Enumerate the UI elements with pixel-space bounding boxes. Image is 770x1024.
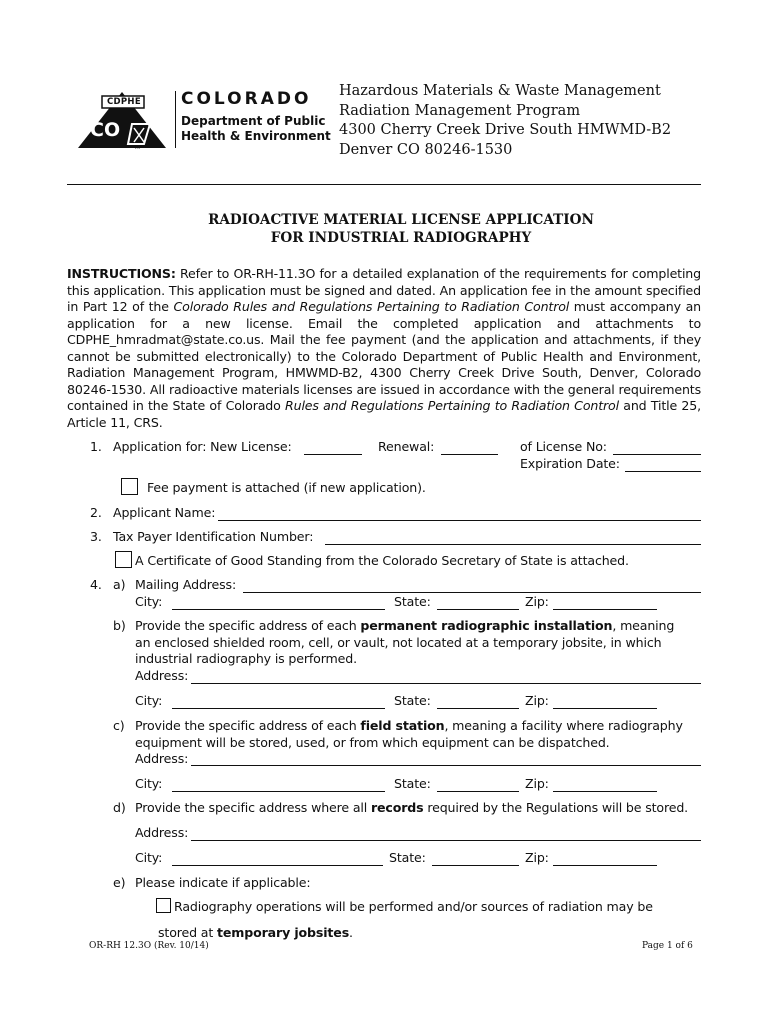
item-4c-letter: c) [113,718,125,733]
form-title-line-1: RADIOACTIVE MATERIAL LICENSE APPLICATION [208,212,594,228]
item-4b-text-2: , meaning an enclosed shielded room, cell, or vault, not located at a temporary jobsite, in which industrial radiography is performed. [135,618,675,666]
new-license-field[interactable] [304,454,362,455]
records-city-label: City: [135,850,163,865]
records-state-label: State: [389,850,426,865]
item-4b-bold: permanent radiographic installation [360,618,613,633]
mailing-address-field[interactable] [243,592,701,593]
license-no-label: of License No: [520,439,607,454]
item-4d-bold: records [370,800,424,815]
item-1-number: 1. [90,439,102,454]
footer-form-id: OR-RH 12.3O (Rev. 10/14) [89,941,209,951]
field-station-state-field[interactable] [437,791,519,792]
header-line-4: Denver CO 80246-1530 [339,141,513,158]
temporary-jobsites-bold: temporary jobsites [217,925,350,940]
logo-dept-line1: Department of Public [181,114,326,128]
item-4b-text [135,618,680,668]
instructions-paragraph [67,266,701,431]
fee-payment-label: Fee payment is attached (if new application). [147,480,426,495]
item-4d-text-1: Provide the specific address where all [135,800,371,815]
form-title [67,211,735,247]
mailing-zip-field[interactable] [553,609,657,610]
temporary-jobsites-label: Radiography operations will be performed and/or sources of radiation may be [174,899,653,914]
cdphe-logo [76,88,168,152]
logo-co-text: CO [90,119,121,141]
instructions-text-3: and Title 25, Article 11, CRS. [67,398,701,430]
header-line-3: 4300 Cherry Creek Drive South HMWMD-B2 [339,122,672,138]
renewal-label: Renewal: [378,439,435,454]
permanent-state-field[interactable] [437,708,519,709]
field-station-city-label: City: [135,776,163,791]
mailing-city-label: City: [135,594,163,609]
form-title-line-2: FOR INDUSTRIAL RADIOGRAPHY [270,230,532,246]
mailing-state-label: State: [394,594,431,609]
records-city-field[interactable] [172,865,383,866]
renewal-field[interactable] [441,454,498,455]
permanent-city-label: City: [135,693,163,708]
item-2-number: 2. [90,505,102,520]
field-station-zip-field[interactable] [553,791,657,792]
item-4d-letter: d) [113,800,126,815]
temporary-jobsites-text: stored at [158,925,218,940]
expiration-label: Expiration Date: [520,456,620,471]
item-4b-letter: b) [113,618,126,633]
permanent-address-label: Address: [135,668,189,683]
temporary-jobsites-end: . [349,925,353,940]
field-station-address-field[interactable] [191,765,701,766]
field-station-address-label: Address: [135,751,189,766]
mailing-address-label: Mailing Address: [135,577,237,592]
instructions-text-1: Refer to OR-RH-11.3O for a detailed explanation of the requirements for completing this application. This application must be signed and dated. An application fee in the amount specified in Part 12 of the [67,266,701,314]
item-4e-text: Please indicate if applicable: [135,875,311,890]
permanent-zip-label: Zip: [525,693,549,708]
temporary-jobsites-checkbox[interactable] [156,898,171,913]
permanent-city-field[interactable] [172,708,385,709]
header-divider [67,184,701,185]
fee-payment-checkbox[interactable] [121,478,138,495]
item-4a-letter: a) [113,577,126,592]
permanent-address-field[interactable] [191,683,701,684]
temporary-jobsites-label-2 [158,925,353,942]
item-4c-text-1: Provide the specific address of each [135,718,361,733]
instructions-italic-1: Colorado Rules and Regulations Pertaining to Radiation Control [173,299,570,314]
logo-tm: TM [134,145,140,150]
item-4d-text [135,800,705,817]
mailing-zip-label: Zip: [525,594,549,609]
item-4c-text [135,718,685,751]
records-zip-label: Zip: [525,850,549,865]
footer-page-number: Page 1 of 6 [642,941,693,951]
permanent-zip-field[interactable] [553,708,657,709]
records-state-field[interactable] [432,865,519,866]
field-station-zip-label: Zip: [525,776,549,791]
license-no-field[interactable] [613,454,701,455]
expiration-date-field[interactable] [625,471,701,472]
header-line-1: Hazardous Materials & Waste Management [339,83,661,99]
records-zip-field[interactable] [553,865,657,866]
applicant-name-field[interactable] [218,520,701,521]
item-4-number: 4. [90,577,102,592]
field-station-state-label: State: [394,776,431,791]
mailing-state-field[interactable] [437,609,519,610]
good-standing-label: A Certificate of Good Standing from the Colorado Secretary of State is attached. [135,553,629,568]
instructions-text-2: must accompany an application for a new license. Email the completed application and attachments to CDPHE_hmradmat@state.co.us. Mail the fee payment (and the application and attachments, if they cannot be submitted electronically) to the Colorado Department of Public Health and Environment, Radiation Management Program, HMWMD-B2, 4300 Cherry Creek Drive South, Denver, Colorado 80246-1530. All radioactive materials licenses are issued in accordance with the general requirements contained in the State of Colorado [67,299,701,413]
logo-divider [175,91,176,148]
instructions-label: INSTRUCTIONS: [67,266,176,281]
instructions-italic-2: Rules and Regulations Pertaining to Radiation Control [285,398,619,413]
records-address-label: Address: [135,825,189,840]
permanent-state-label: State: [394,693,431,708]
tax-id-label: Tax Payer Identification Number: [113,529,314,544]
field-station-city-field[interactable] [172,791,385,792]
header-address [339,82,671,160]
applicant-name-label: Applicant Name: [113,505,216,520]
item-3-number: 3. [90,529,102,544]
logo-badge-text: CDPHE [107,97,141,107]
item-4c-text-2: , meaning a facility where radiography equipment will be stored, used, or from which equipment can be dispatched. [135,718,683,750]
item-4e-letter: e) [113,875,126,890]
item-4b-text-1: Provide the specific address of each [135,618,361,633]
mailing-city-field[interactable] [172,609,385,610]
tax-id-field[interactable] [325,544,701,545]
item-4d-text-2: required by the Regulations will be stored. [423,800,689,815]
header-line-2: Radiation Management Program [339,102,581,119]
logo-state-name: COLORADO [181,89,312,109]
good-standing-checkbox[interactable] [115,551,132,568]
records-address-field[interactable] [191,840,701,841]
item-4c-bold: field station [360,718,445,733]
logo-dept-line2: Health & Environment [181,129,331,143]
item-1-label: Application for: New License: [113,439,292,454]
